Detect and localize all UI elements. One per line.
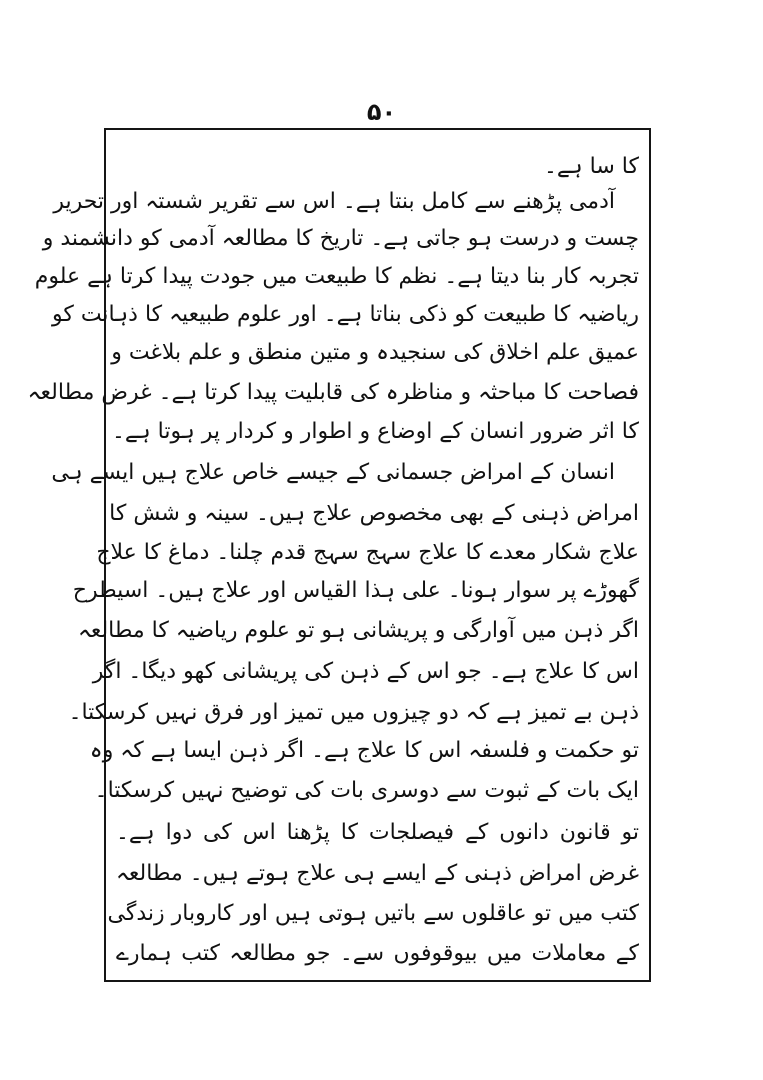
text-line: علاج شکار معدے کا علاج سہج سہج قدم چلنا۔ دماغ کا علاج <box>96 540 639 565</box>
text-line: ایک بات کے ثبوت سے دوسری بات کی توضیح نہیں کرسکتا۔ <box>94 778 639 803</box>
text-line: تو قانون دانوں کے فیصلجات کا پڑھنا اس کی دوا ہے۔ <box>116 820 639 845</box>
text-line: کے معاملات میں بیوقوفوں سے۔ جو مطالعہ کتب ہمارے <box>116 941 639 966</box>
body-text <box>27 130 649 980</box>
text-line: امراض ذہنی کے بھی مخصوص علاج ہیں۔ سینہ و شش کا <box>109 501 639 526</box>
text-line: تو حکمت و فلسفہ اس کا علاج ہے۔ اگر ذہن ایسا ہے کہ وہ <box>89 738 639 763</box>
text-line: فصاحت کا مباحثہ و مناظرہ کی قابلیت پیدا کرتا ہے۔ غرض مطالعہ <box>27 380 639 405</box>
text-line: کا سا ہے۔ <box>544 154 639 179</box>
text-line: انسان کے امراض جسمانی کے جیسے خاص علاج ہیں ایسے ہی <box>51 460 615 485</box>
text-line: تجربہ کار بنا دیتا ہے۔ نظم کا طبیعت میں جودت پیدا کرتا ہے علوم <box>34 264 639 289</box>
text-line: ریاضیہ کا طبیعت کو ذکی بناتا ہے۔ اور علوم طبیعیہ کا ذہانت کو <box>52 302 639 327</box>
text-line: غرض امراض ذہنی کے ایسے ہی علاج ہوتے ہیں۔ مطالعہ <box>116 861 639 886</box>
text-line: کا اثر ضرور انسان کے اوضاع و اطوار و کردار پر ہوتا ہے۔ <box>111 419 639 444</box>
text-line: اس کا علاج ہے۔ جو اس کے ذہن کی پریشانی کھو دیگا۔ اگر <box>92 659 639 684</box>
page-number: ۵۰ <box>366 98 397 126</box>
text-line: اگر ذہن میں آوارگی و پریشانی ہو تو علوم ریاضیہ کا مطالعہ <box>77 618 639 643</box>
text-line: آدمی پڑھنے سے کامل بنتا ہے۔ اس سے تقریر شستہ اور تحریر <box>53 189 615 214</box>
text-line: گھوڑے پر سوار ہونا۔ علی ہذا القیاس اور علاج ہیں۔ اسیطرح <box>72 578 639 603</box>
page-frame <box>27 128 651 982</box>
text-line: کتب میں تو عاقلوں سے باتیں ہوتی ہیں اور کاروبار زندگی <box>107 901 639 926</box>
text-line: ذہن بے تمیز ہے کہ دو چیزوں میں تمیز اور فرق نہیں کرسکتا۔ <box>68 700 639 725</box>
text-line: عمیق علم اخلاق کی سنجیدہ و متین منطق و علم بلاغت و <box>111 340 639 365</box>
text-line: چست و درست ہو جاتی ہے۔ تاریخ کا مطالعہ آدمی کو دانشمند و <box>42 226 639 251</box>
